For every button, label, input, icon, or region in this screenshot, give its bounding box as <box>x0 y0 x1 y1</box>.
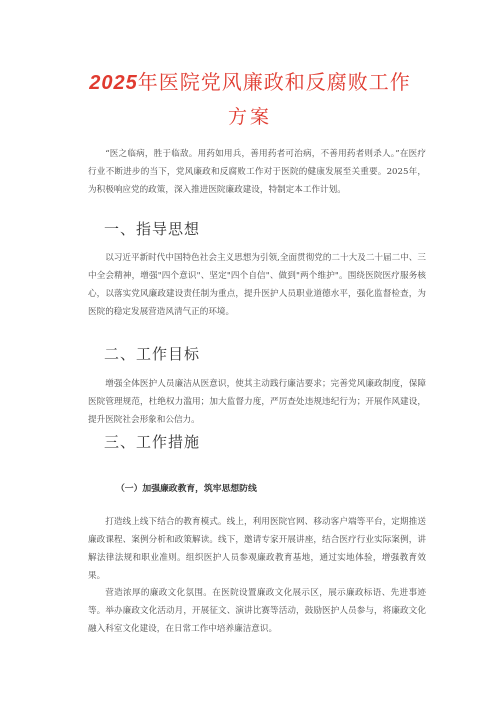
subsection-heading-education: （一）加强廉政教育，筑牢思想防线 <box>116 484 257 494</box>
guiding-ideology-paragraph: 以习近平新时代中国特色社会主义思想为引领,全面贯彻党的二十大及二十届二中、三中全会精神，增强"四个意识"、坚定"四个自信"、做到"两个维护"。围绕医院医疗服务核心，以落实党风廉政建设责任制为重点，提升医护人员职业道德水平，强化监督检查，为医院的稳定发展营造风清气正的环境。 <box>88 253 426 317</box>
document-title <box>0 66 500 95</box>
education-paragraph-1: 打造线上线下结合的教育模式。线上，利用医院官网、移动客户端等平台，定期推送廉政课程、案例分析和政策解读。线下，邀请专家开展讲座，结合医疗行业实际案例，讲解法律法规和职业准则。组织医护人员参观廉政教育基地，通过实地体验，增强教育效果。 <box>88 517 426 581</box>
section-heading-work-goals: 二、工作目标 <box>104 345 201 363</box>
work-goals-paragraph: 增强全体医护人员廉洁从医意识，使其主动践行廉洁要求；完善党风廉政制度，保障医院管理规范，杜绝权力滥用；加大监督力度，严厉查处违规违纪行为；开展作风建设，提升医院社会形象和公信力。 <box>88 379 426 425</box>
intro-paragraph: “医之临病，胜于临敌。用药如用兵，善用药者可治病，不善用药者则杀人。”在医疗行业不断进步的当下，党风廉政和反腐败工作对于医院的健康发展至关重要。2025年，为积极响应党的政策，深入推进医院廉政建设，特制定本工作计划。 <box>88 149 426 195</box>
section-heading-guiding-ideology: 一、指导思想 <box>104 220 201 238</box>
title-year: 2025 <box>89 72 138 94</box>
title-text: 年医院党风廉政和反腐败工作 <box>137 70 411 94</box>
document-title-line2: 方案 <box>227 106 272 128</box>
education-paragraph-2: 营造浓厚的廉政文化氛围。在医院设置廉政文化展示区，展示廉政标语、先进事迹等。举办廉政文化活动月，开展征文、演讲比赛等活动，鼓励医护人员参与，将廉政文化融入科室文化建设，在日常工作中培养廉洁意识。 <box>88 588 426 634</box>
section-heading-work-measures: 三、工作措施 <box>104 433 201 451</box>
